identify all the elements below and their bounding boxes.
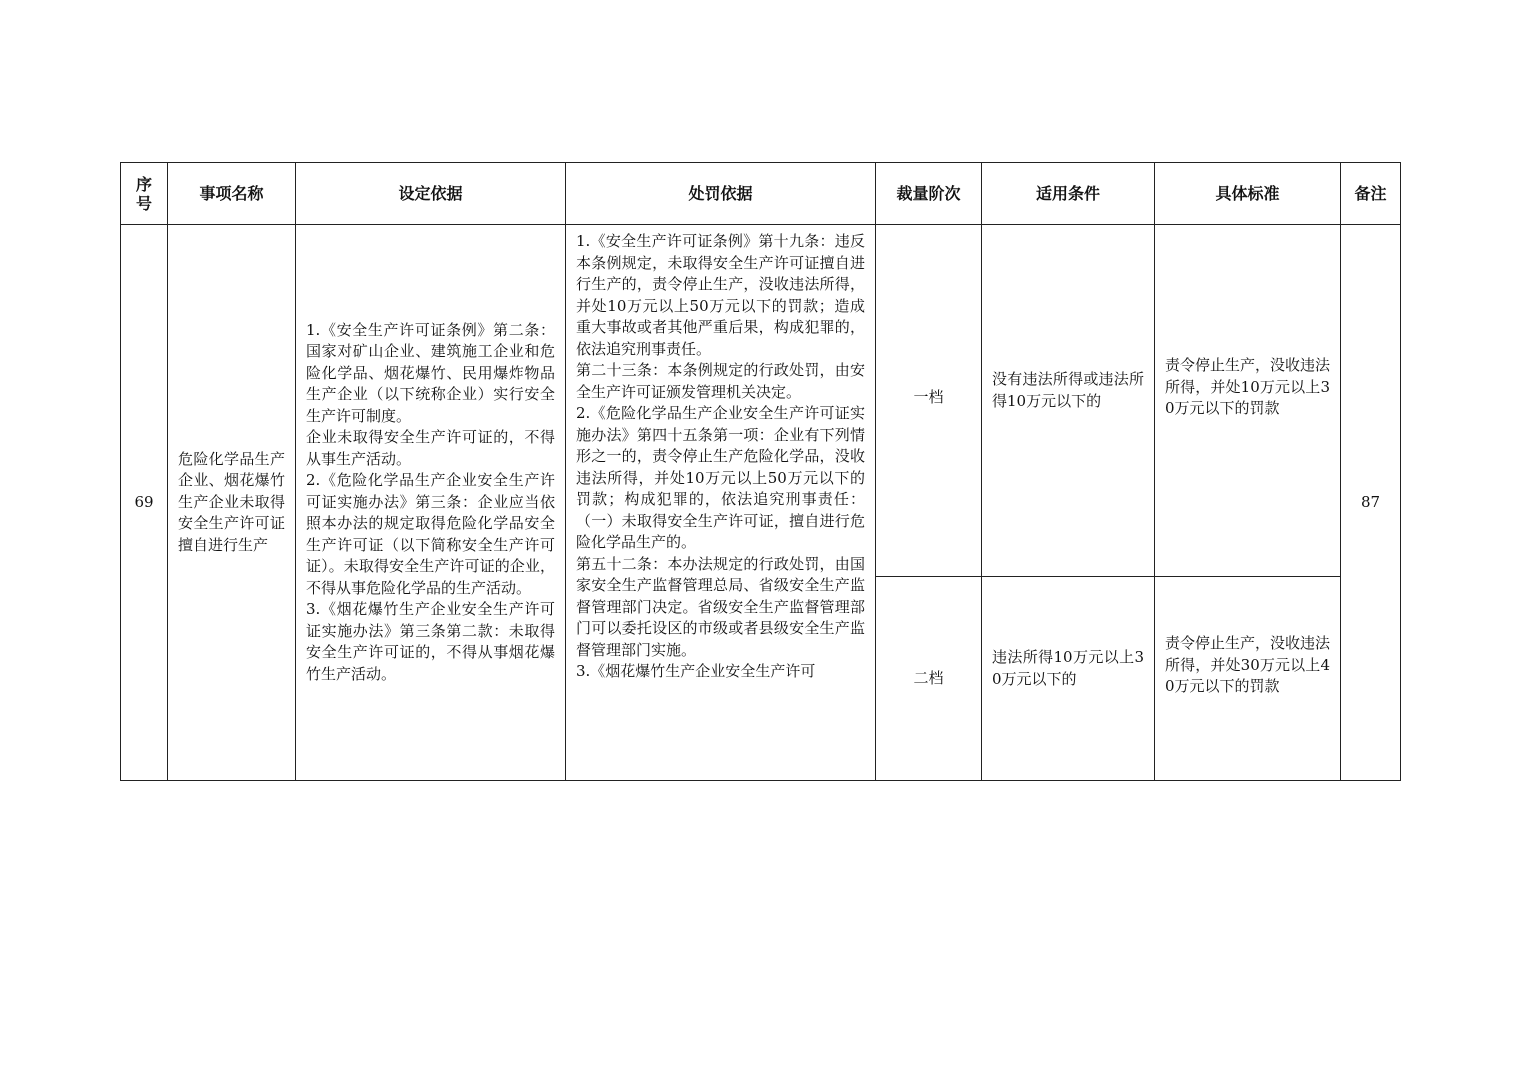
cell-seq: 69	[121, 225, 168, 781]
cell-setting-basis: 1.《安全生产许可证条例》第二条：国家对矿山企业、建筑施工企业和危险化学品、烟花爆竹、民用爆炸物品生产企业（以下统称企业）实行安全生产许可制度。 企业未取得安全生产许可证的，不得从事生产活动。 2.《危险化学品生产企业安全生产许可证实施办法》第三条：企业应当依照本办法的规定取得危险化学品安全生产许可证（以下简称安全生产许可证）。未取得安全生产许可证的企业，不得从事危险化学品的生产活动。 3.《烟花爆竹生产企业安全生产许可证实施办法》第三条第二款：未取得安全生产许可证的，不得从事烟花爆竹生产活动。	[296, 225, 566, 781]
header-item-name: 事项名称	[168, 163, 296, 225]
cell-standard-1: 责令停止生产，没收违法所得，并处10万元以上30万元以下的罚款	[1155, 225, 1341, 577]
cell-condition-1: 没有违法所得或违法所得10万元以下的	[982, 225, 1155, 577]
header-discretion-level: 裁量阶次	[876, 163, 982, 225]
penalty-discretion-table	[120, 162, 1401, 781]
table-row	[121, 225, 1401, 577]
cell-item-name: 危险化学品生产企业、烟花爆竹生产企业未取得安全生产许可证擅自进行生产	[168, 225, 296, 781]
cell-condition-2: 违法所得10万元以上30万元以下的	[982, 577, 1155, 781]
header-applicable-condition: 适用条件	[982, 163, 1155, 225]
cell-level-1: 一档	[876, 225, 982, 577]
header-seq: 序 号	[121, 163, 168, 225]
cell-standard-2: 责令停止生产，没收违法所得，并处30万元以上40万元以下的罚款	[1155, 577, 1341, 781]
cell-level-2: 二档	[876, 577, 982, 781]
header-remark: 备注	[1341, 163, 1401, 225]
cell-remark: 87	[1341, 225, 1401, 781]
header-penalty-basis: 处罚依据	[566, 163, 876, 225]
header-setting-basis: 设定依据	[296, 163, 566, 225]
table-header-row	[121, 163, 1401, 225]
cell-penalty-basis: 1.《安全生产许可证条例》第十九条：违反本条例规定，未取得安全生产许可证擅自进行生产的，责令停止生产，没收违法所得，并处10万元以上50万元以下的罚款；造成重大事故或者其他严重后果，构成犯罪的，依法追究刑事责任。 第二十三条：本条例规定的行政处罚，由安全生产许可证颁发管理机关决定。 2.《危险化学品生产企业安全生产许可证实施办法》第四十五条第一项：企业有下列情形之一的，责令停止生产危险化学品，没收违法所得，并处10万元以上50万元以下的罚款；构成犯罪的，依法追究刑事责任：（一）未取得安全生产许可证，擅自进行危险化学品生产的。 第五十二条：本办法规定的行政处罚，由国家安全生产监督管理总局、省级安全生产监督管理部门决定。省级安全生产监督管理部门可以委托设区的市级或者县级安全生产监督管理部门实施。 3.《烟花爆竹生产企业安全生产许可	[566, 225, 876, 781]
header-specific-standard: 具体标准	[1155, 163, 1341, 225]
